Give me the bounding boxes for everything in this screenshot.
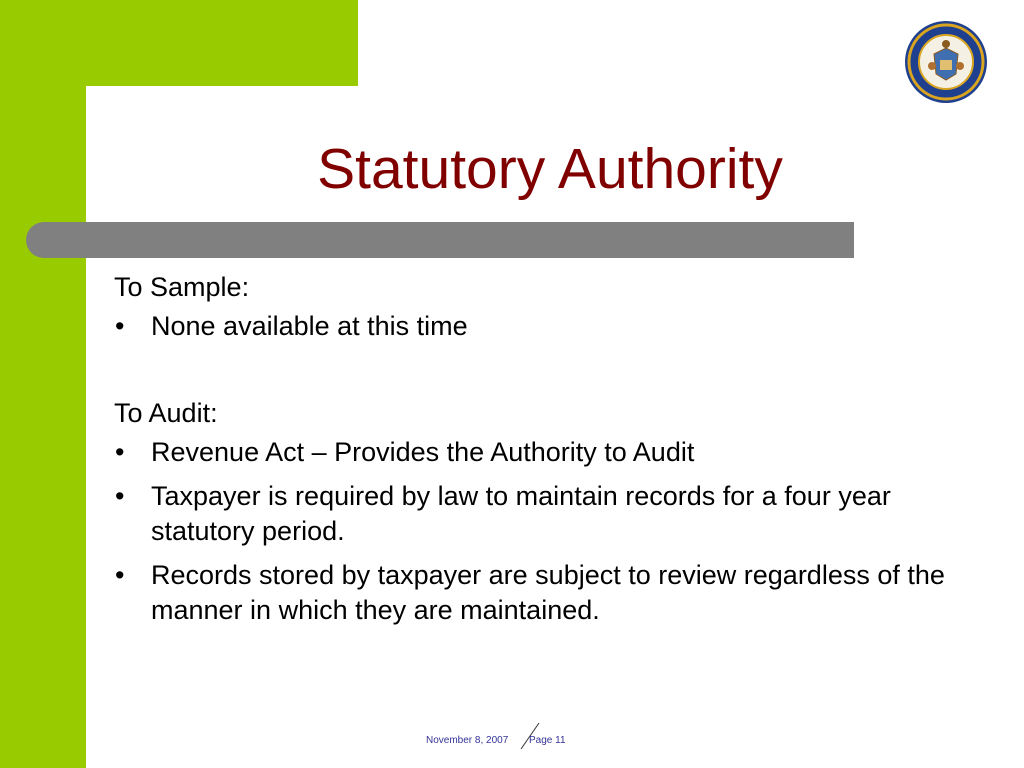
- green-left-band: [0, 0, 86, 768]
- footer-date: November 8, 2007: [426, 735, 509, 746]
- footer-page-number: Page 11: [529, 735, 566, 746]
- state-seal-icon: [904, 20, 988, 104]
- bullet-text: Taxpayer is required by law to maintain records for a four year statutory period.: [151, 481, 891, 546]
- content-corner: [86, 86, 206, 206]
- bullet-text: Records stored by taxpayer are subject to review regardless of the manner in which they are maintained.: [151, 560, 945, 625]
- bullet-icon: •: [115, 560, 125, 590]
- list-item: [114, 309, 994, 344]
- sample-bullet-list: [114, 309, 994, 344]
- section-spacer: [114, 344, 994, 381]
- list-item: [114, 435, 994, 470]
- list-item: [114, 558, 994, 628]
- bullet-text: None available at this time: [151, 311, 468, 341]
- slide-title: Statutory Authority: [317, 137, 783, 201]
- audit-bullet-list: [114, 435, 994, 628]
- section-heading-audit: To Audit:: [114, 398, 218, 428]
- bullet-icon: •: [115, 437, 125, 467]
- bullet-icon: •: [115, 481, 125, 511]
- section-heading-sample: To Sample:: [114, 272, 250, 302]
- bullet-text: Revenue Act – Provides the Authority to Audit: [151, 437, 695, 467]
- list-item: [114, 479, 994, 549]
- slide-body: [114, 270, 994, 628]
- title-underline-bar: [26, 222, 854, 258]
- bullet-icon: •: [115, 311, 125, 341]
